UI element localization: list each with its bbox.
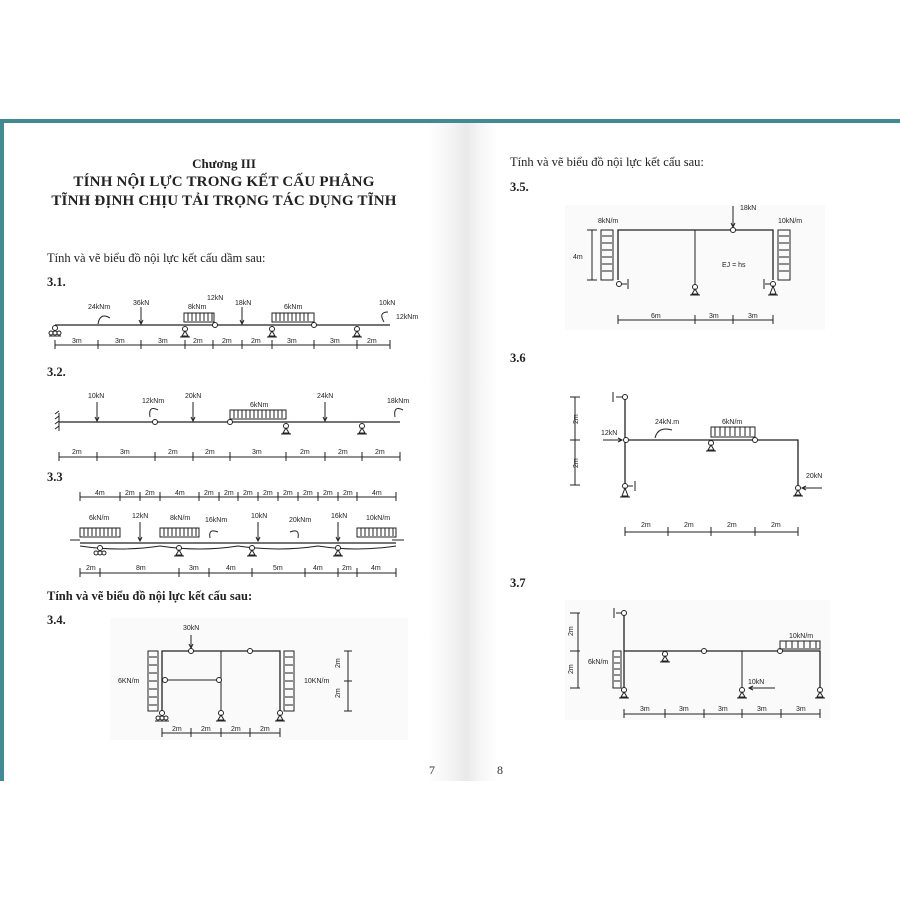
page-number-left: 7 — [429, 763, 435, 777]
problem-label-3-2: 3.2. — [47, 365, 66, 379]
span-label: 2m — [771, 522, 781, 529]
height-label: 2m — [573, 458, 580, 468]
page-number-right: 8 — [497, 763, 503, 777]
load-label: 8kN/m — [598, 218, 619, 225]
load-label: 12kN — [132, 513, 149, 520]
intro-right: Tính và vẽ biểu đồ nội lực kết cấu sau: — [510, 155, 704, 169]
span-label: 2m — [727, 522, 737, 529]
load-label: 10kN/m — [366, 515, 391, 522]
height-label: 2m — [573, 414, 580, 424]
span-label: 3m — [718, 706, 728, 713]
load-label: 8kNm — [188, 304, 207, 311]
span-label: 2m — [125, 490, 135, 497]
intro-beams: Tính và vẽ biểu đồ nội lực kết cấu dầm sau: — [47, 251, 266, 265]
load-label: 10kN — [88, 393, 105, 400]
span-label: 4m — [371, 565, 381, 572]
span-label: 2m — [338, 449, 348, 456]
span-label: 2m — [343, 490, 353, 497]
span-label: 3m — [757, 706, 767, 713]
height-label: 2m — [335, 688, 342, 698]
height-label: 4m — [573, 254, 583, 261]
span-label: 2m — [342, 565, 352, 572]
span-label: 3m — [287, 338, 297, 345]
span-label: 6m — [651, 313, 661, 320]
span-label: 2m — [231, 726, 241, 733]
span-label: 2m — [204, 490, 214, 497]
span-label: 3m — [679, 706, 689, 713]
intro-frames: Tính và vẽ biểu đồ nội lực kết cấu sau: — [47, 589, 253, 603]
span-label: 2m — [222, 338, 232, 345]
load-label: 10KN/m — [304, 678, 330, 685]
load-label: 6kNm — [250, 402, 269, 409]
span-label: 3m — [120, 449, 130, 456]
load-label: 12kN — [207, 295, 224, 302]
load-label: 10kN — [379, 300, 396, 307]
span-label: 2m — [263, 490, 273, 497]
load-label: 24kN — [317, 393, 334, 400]
span-label: 2m — [260, 726, 270, 733]
span-label: 3m — [189, 565, 199, 572]
chapter-label: Chương III — [192, 156, 256, 171]
span-label: 3m — [72, 338, 82, 345]
height-label: 2m — [335, 658, 342, 668]
span-label: 8m — [136, 565, 146, 572]
span-label: 4m — [226, 565, 236, 572]
span-label: 2m — [201, 726, 211, 733]
problem-label-3-5: 3.5. — [510, 180, 529, 194]
span-label: 2m — [86, 565, 96, 572]
span-label: 2m — [283, 490, 293, 497]
span-label: 3m — [252, 449, 262, 456]
load-label: 6kN/m — [89, 515, 110, 522]
load-label: 24kNm — [88, 304, 111, 311]
span-label: 2m — [168, 449, 178, 456]
load-label: 30kN — [183, 625, 200, 632]
span-label: 3m — [115, 338, 125, 345]
load-label: 24kN.m — [655, 419, 680, 426]
load-label: 10kN/m — [778, 218, 803, 225]
problem-label-3-7: 3.7 — [510, 576, 526, 590]
span-label: 2m — [641, 522, 651, 529]
span-label: 2m — [323, 490, 333, 497]
load-label: 6KN/m — [118, 678, 140, 685]
span-label: 4m — [372, 490, 382, 497]
height-label: 2m — [568, 664, 575, 674]
load-label: 10kN/m — [789, 633, 814, 640]
span-label: 2m — [193, 338, 203, 345]
span-label: 2m — [367, 338, 377, 345]
load-label: 10kN — [748, 679, 765, 686]
load-label: 10kN — [251, 513, 268, 520]
load-label: 6kN/m — [588, 659, 609, 666]
span-label: 3m — [158, 338, 168, 345]
load-label: 20kNm — [289, 517, 312, 524]
span-label: 2m — [251, 338, 261, 345]
load-label: 6kNm — [284, 304, 303, 311]
chapter-title-line1: TÍNH NỘI LỰC TRONG KẾT CẤU PHẲNG — [73, 174, 375, 190]
load-label: 16kN — [331, 513, 348, 520]
span-label: 2m — [72, 449, 82, 456]
height-label: 2m — [568, 626, 575, 636]
span-label: 4m — [175, 490, 185, 497]
span-label: 2m — [300, 449, 310, 456]
load-label: 20kN — [185, 393, 202, 400]
span-label: 2m — [684, 522, 694, 529]
load-label: 36kN — [133, 300, 150, 307]
span-label: 3m — [330, 338, 340, 345]
span-label: 3m — [640, 706, 650, 713]
stiffness-note: EJ = hs — [722, 262, 746, 269]
span-label: 3m — [709, 313, 719, 320]
span-label: 4m — [95, 490, 105, 497]
load-label: 8kN/m — [170, 515, 191, 522]
span-label: 4m — [313, 565, 323, 572]
span-label: 2m — [375, 449, 385, 456]
span-label: 5m — [273, 565, 283, 572]
span-label: 2m — [172, 726, 182, 733]
problem-label-3-6: 3.6 — [510, 351, 526, 365]
span-label: 2m — [303, 490, 313, 497]
span-label: 2m — [224, 490, 234, 497]
problem-label-3-1: 3.1. — [47, 275, 66, 289]
load-label: 18kN — [740, 205, 757, 212]
load-label: 12kNm — [396, 314, 419, 321]
load-label: 16kNm — [205, 517, 228, 524]
span-label: 2m — [205, 449, 215, 456]
load-label: 12kNm — [142, 398, 165, 405]
load-label: 6kN/m — [722, 419, 743, 426]
problem-label-3-4: 3.4. — [47, 613, 66, 627]
load-label: 20kN — [806, 473, 823, 480]
problem-label-3-3: 3.3 — [47, 470, 63, 484]
span-label: 2m — [145, 490, 155, 497]
load-label: 18kNm — [387, 398, 410, 405]
load-label: 18kN — [235, 300, 252, 307]
chapter-title-line2: TĨNH ĐỊNH CHỊU TẢI TRỌNG TÁC DỤNG TĨNH — [51, 193, 397, 209]
span-label: 2m — [243, 490, 253, 497]
load-label: 12kN — [601, 430, 618, 437]
span-label: 3m — [748, 313, 758, 320]
span-label: 3m — [796, 706, 806, 713]
